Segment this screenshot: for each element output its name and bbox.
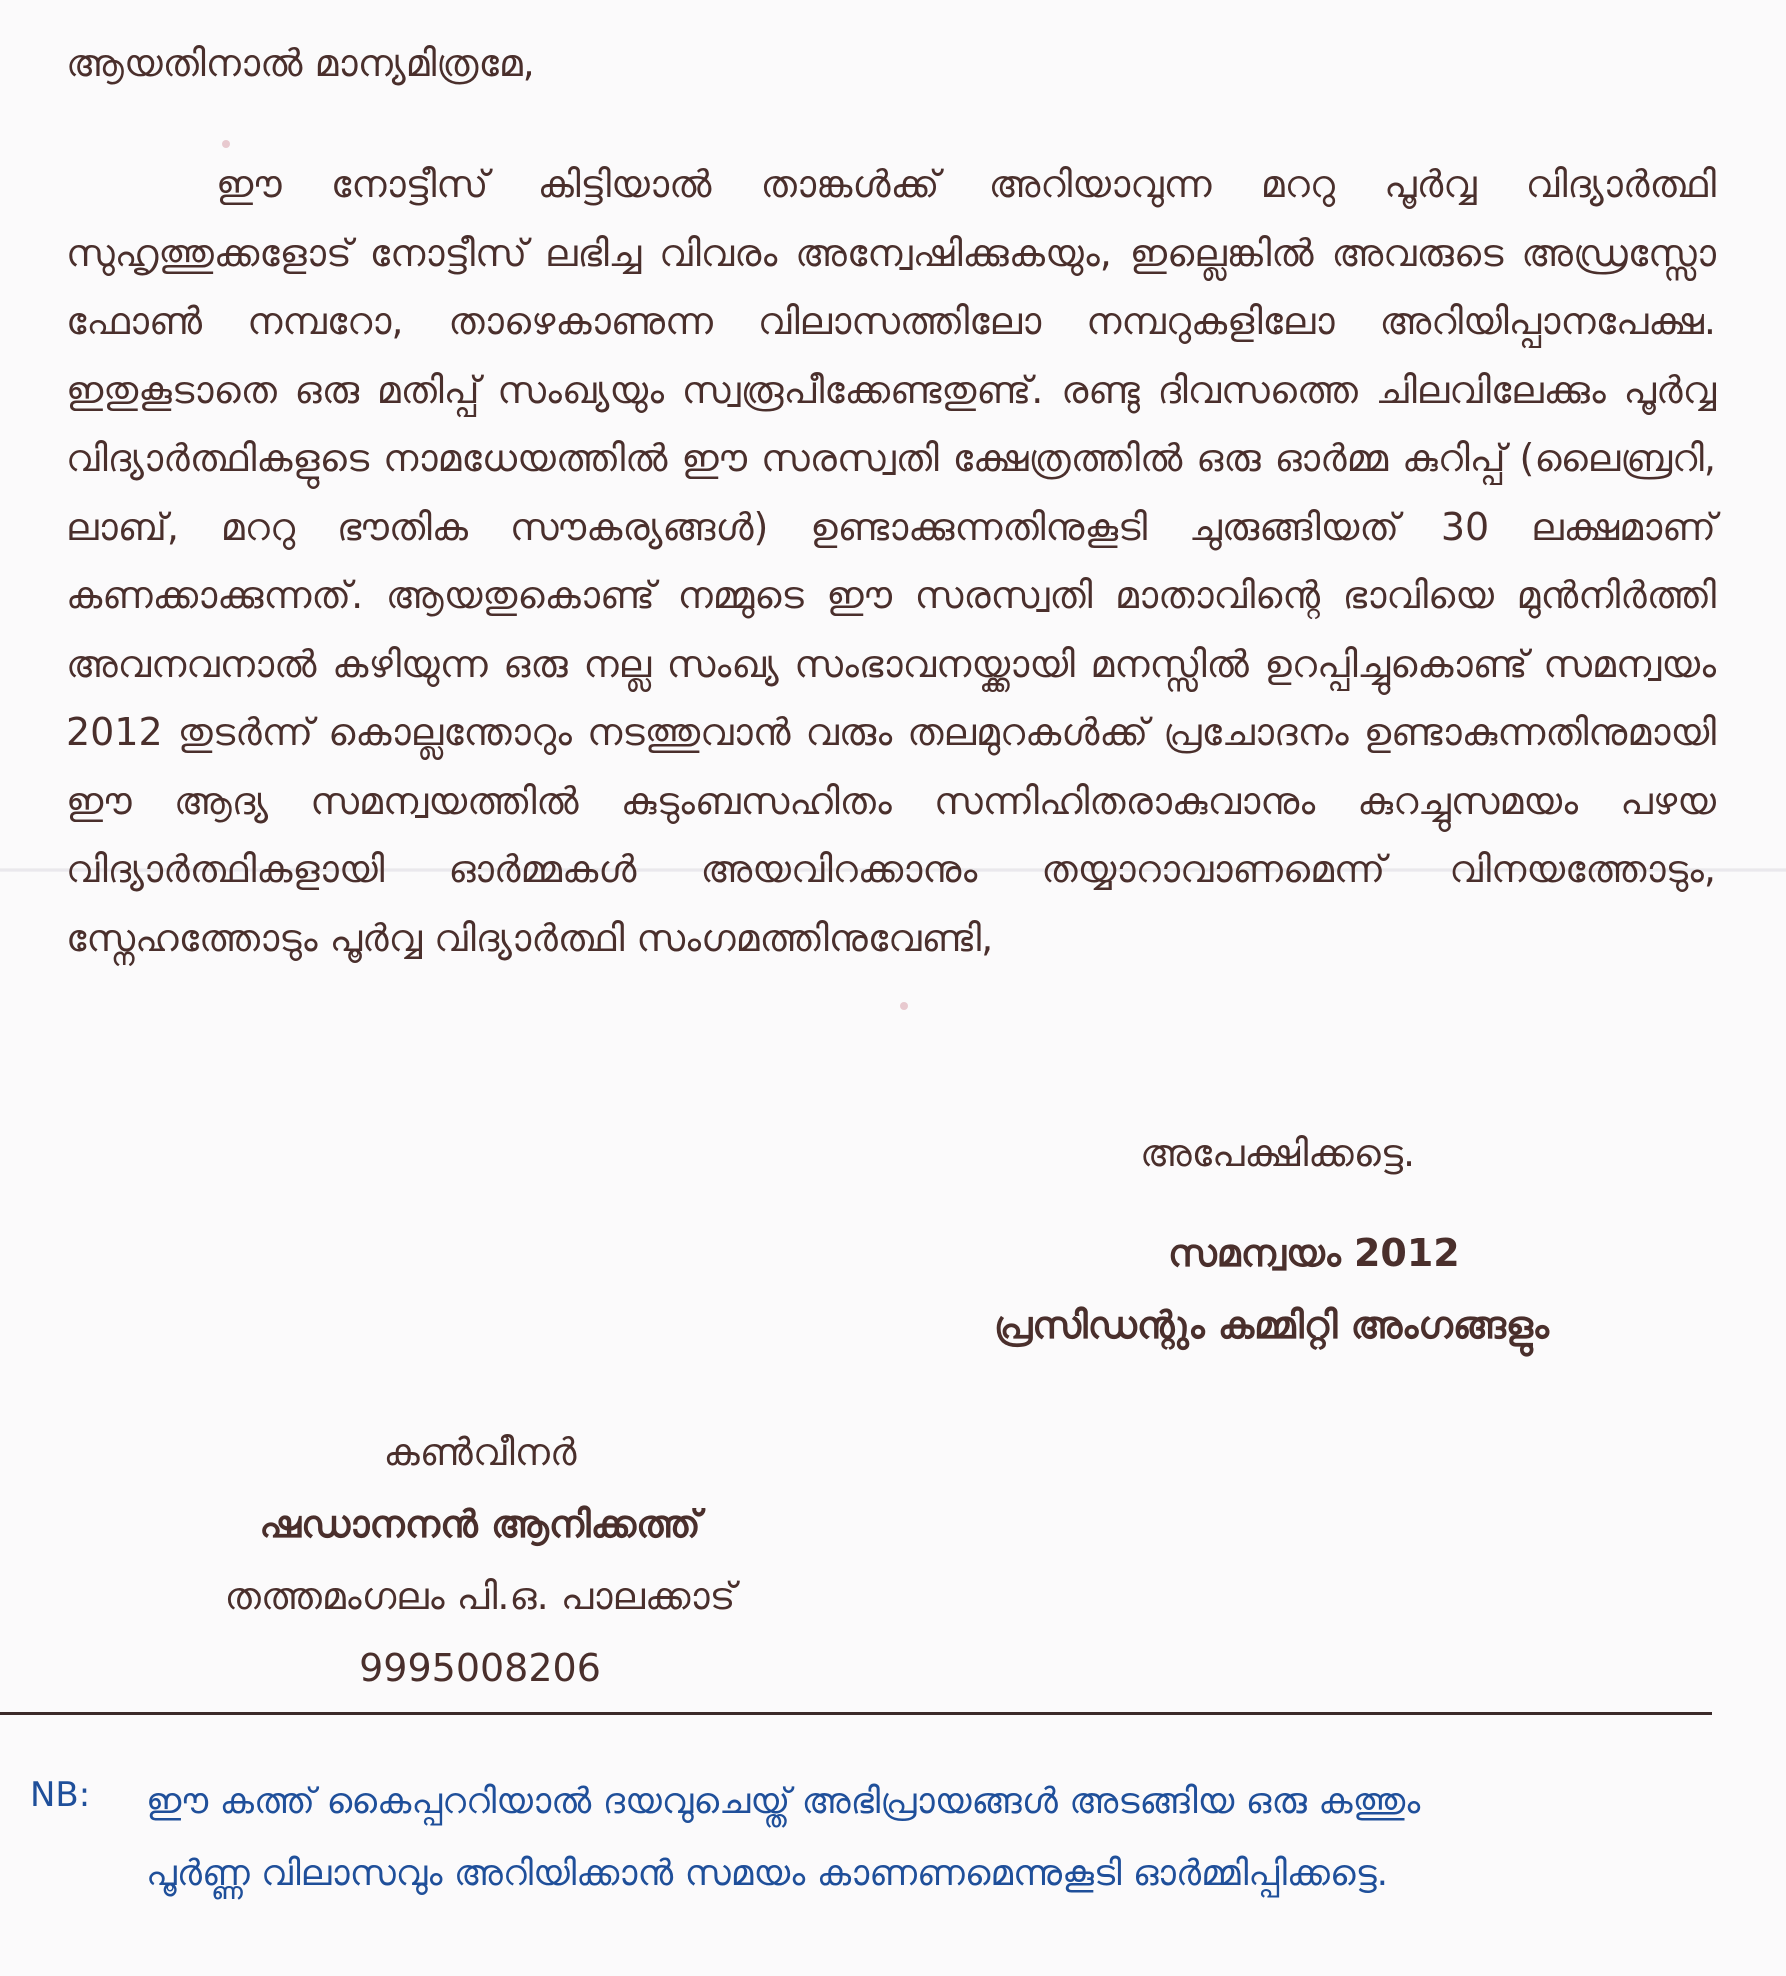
- note-line: ഈ കത്ത് കൈപ്പററിയാൽ ദയവുചെയ്ത് അഭിപ്രായങ്ങൾ അടങ്ങിയ ഒരു കത്തും: [146, 1781, 1421, 1822]
- paper-speck: [222, 140, 230, 148]
- convener-phone: 9995008206: [359, 1646, 601, 1690]
- convener-name: ഷഡാനനൻ ആനിക്കത്ത്: [259, 1502, 701, 1546]
- signature-organization: സമന്വയം 2012: [1168, 1231, 1460, 1275]
- note-label: NB:: [30, 1775, 91, 1815]
- convener-title: കൺവീനർ: [383, 1430, 577, 1474]
- paper-speck: [900, 1002, 908, 1010]
- note-line: പൂർണ്ണ വിലാസവും അറിയിക്കാൻ സമയം കാണണമെന്നുകൂടി ഓർമ്മിപ്പിക്കട്ടെ.: [146, 1853, 1389, 1894]
- section-divider: [0, 1712, 1712, 1715]
- letter-body: ഈ നോട്ടീസ് കിട്ടിയാൽ താങ്കൾക്ക് അറിയാവുന്ന മററു പൂർവ്വ വിദ്യാർത്ഥി സുഹൃത്തുക്കളോട് നോട്ടീസ് ലഭിച്ച വിവരം അന്വേഷിക്കുകയും, ഇല്ലെങ്കിൽ അവരുടെ അഡ്രസ്സോ ഫോൺ നമ്പറോ, താഴെകാണുന്ന വിലാസത്തിലോ നമ്പറുകളിലോ അറിയിപ്പാനപേക്ഷ. ഇതുകൂടാതെ ഒരു മതിപ്പ് സംഖ്യയും സ്വരൂപീക്കേണ്ടതുണ്ട്. രണ്ടു ദിവസത്തെ ചിലവിലേക്കും പൂർവ്വ വിദ്യാർത്ഥികളുടെ നാമധേയത്തിൽ ഈ സരസ്വതി ക്ഷേത്രത്തിൽ ഒരു ഓർമ്മ കുറിപ്പ് (ലൈബ്രറി, ലാബ്, മററു ഭൗതിക സൗകര്യങ്ങൾ) ഉണ്ടാക്കുന്നതിനുകൂടി ചുരുങ്ങിയത് 30 ലക്ഷമാണ് കണക്കാക്കുന്നത്. ആയതുകൊണ്ട് നമ്മുടെ ഈ സരസ്വതി മാതാവിന്റെ ഭാവിയെ മുൻനിർത്തി അവനവനാൽ കഴിയുന്ന ഒരു നല്ല സംഖ്യ സംഭാവനയ്ക്കായി മനസ്സിൽ ഉറപ്പിച്ചുകൊണ്ട് സമന്വയം 2012 തുടർന്ന് കൊല്ലന്തോറും നടത്തുവാൻ വരും തലമുറകൾക്ക് പ്രചോദനം ഉണ്ടാകുന്നതിനുമായി ഈ ആദ്യ സമന്വയത്തിൽ കുടുംബസഹിതം സന്നിഹിതരാകുവാനും കുറച്ചുസമയം പഴയ വിദ്യാർത്ഥികളായി ഓർമ്മകൾ അയവിറക്കാനും തയ്യാറാവാണമെന്ന് വിനയത്തോടും, സ്നേഹത്തോടും പൂർവ്വ വിദ്യാർത്ഥി സംഗമത്തിനുവേണ്ടി,: [66, 162, 1716, 960]
- salutation: ആയതിനാൽ മാന്യമിത്രമേ,: [66, 41, 535, 85]
- closing-request: അപേക്ഷിക്കട്ടെ.: [1140, 1131, 1416, 1175]
- note-text: [146, 1766, 1686, 1910]
- convener-block: [160, 1416, 800, 1704]
- convener-address: തത്തമംഗലം പി.ഒ. പാലക്കാട്: [224, 1574, 736, 1618]
- signature-committee: പ്രസിഡന്റും കമ്മിറ്റി അംഗങ്ങളും: [994, 1303, 1549, 1347]
